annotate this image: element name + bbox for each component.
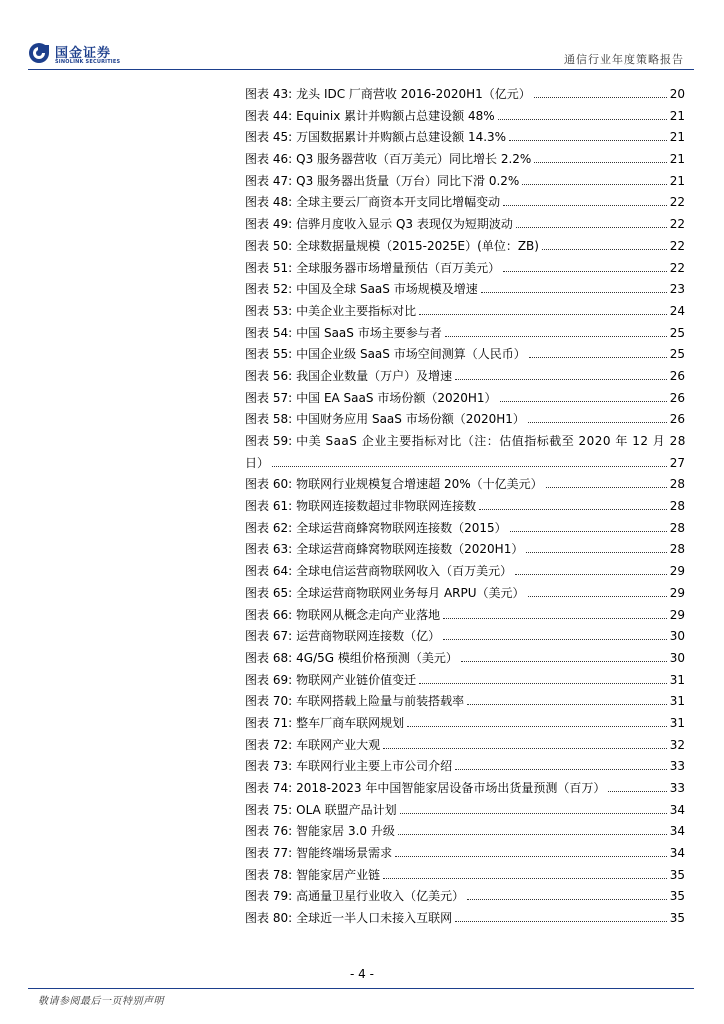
toc-dot-leader (528, 595, 667, 597)
toc-line (245, 280, 685, 302)
logo-text-en: SINOLINK SECURITIES (55, 59, 121, 65)
toc-figure-label: 图表 50: (245, 238, 293, 253)
toc-page-number: 34 (669, 846, 685, 861)
toc-dot-leader (522, 183, 666, 185)
toc-figure-title: 全球近一半人口未接入互联网 (296, 911, 453, 926)
toc-entry[interactable] (245, 606, 685, 628)
toc-entry[interactable] (245, 215, 685, 237)
toc-entry[interactable] (245, 259, 685, 281)
toc-page-number: 35 (669, 889, 685, 904)
toc-entry[interactable] (245, 128, 685, 150)
toc-dot-leader (529, 356, 667, 358)
toc-entry[interactable] (245, 302, 685, 324)
toc-line (245, 324, 685, 346)
toc-entry[interactable] (245, 757, 685, 779)
toc-line (245, 692, 685, 714)
toc-dot-leader (515, 573, 667, 575)
toc-dot-leader (467, 703, 667, 705)
toc-line (245, 107, 685, 129)
toc-figure-title: Equinix 累计并购额占总建设额 48% (296, 108, 495, 123)
toc-line (245, 128, 685, 150)
page-number: - 4 - (350, 967, 374, 981)
toc-page-number: 21 (669, 108, 685, 123)
toc-figure-title: 全球运营商蜂窝物联网连接数（2020H1） (296, 542, 524, 557)
toc-page-number: 26 (669, 390, 685, 405)
toc-figure-title: 4G/5G 模组价格预测（美元） (296, 650, 458, 665)
toc-page-number: 35 (669, 911, 685, 926)
disclaimer-text: 敬请参阅最后一页特别声明 (38, 996, 164, 1007)
toc-entry[interactable] (245, 584, 685, 606)
toc-page-number: 32 (669, 737, 685, 752)
toc-page-number: 29 (669, 585, 685, 600)
toc-entry[interactable] (245, 736, 685, 758)
toc-entry[interactable] (245, 367, 685, 389)
toc-figure-label: 图表 73: (245, 759, 293, 774)
toc-figure-title: 物联网产业链价值变迁 (296, 672, 417, 687)
toc-figure-title: 中国及全球 SaaS 市场规模及增速 (296, 282, 478, 297)
toc-page-number: 22 (669, 238, 685, 253)
toc-page-number: 26 (669, 368, 685, 383)
toc-figure-title: 中美企业主要指标对比 (296, 303, 417, 318)
toc-figure-label: 图表 66: (245, 607, 293, 622)
toc-figure-label: 图表 56: (245, 368, 293, 383)
toc-entry[interactable] (245, 85, 685, 107)
toc-figure-title-continuation: 日） (245, 455, 270, 470)
toc-line (245, 475, 685, 497)
toc-figure-label: 图表 47: (245, 173, 293, 188)
toc-line (245, 497, 685, 519)
toc-entry[interactable] (245, 779, 685, 801)
toc-figure-title: 整车厂商车联网规划 (296, 715, 405, 730)
toc-dot-leader (419, 313, 667, 315)
toc-dot-leader (383, 877, 667, 879)
toc-line (245, 649, 685, 671)
toc-line (245, 779, 685, 801)
toc-dot-leader (479, 508, 667, 510)
toc-page-number: 28 (669, 520, 685, 535)
toc-entry[interactable] (245, 627, 685, 649)
toc-page-number: 34 (669, 802, 685, 817)
toc-figure-title: 物联网连接数超过非物联网连接数 (296, 499, 477, 514)
toc-line (245, 215, 685, 237)
toc-figure-title: Q3 服务器营收（百万美元）同比增长 2.2% (296, 152, 532, 167)
toc-dot-leader (526, 551, 666, 553)
toc-figure-label: 图表 51: (245, 260, 293, 275)
toc-page-number: 28 (669, 477, 685, 492)
toc-figure-label: 图表 46: (245, 152, 293, 167)
toc-figure-label: 图表 49: (245, 217, 293, 232)
toc-page-number: 33 (669, 781, 685, 795)
toc-entry[interactable] (245, 519, 685, 541)
page-header (0, 0, 724, 80)
toc-figure-title: 中国 SaaS 市场主要参与者 (296, 325, 442, 340)
toc-figure-label: 图表 77: (245, 846, 293, 861)
toc-dot-leader (510, 530, 667, 532)
toc-dot-leader (516, 226, 667, 228)
toc-line (245, 584, 685, 606)
toc-figure-title: 中国财务应用 SaaS 市场份额（2020H1） (296, 412, 525, 427)
toc-line (245, 822, 685, 844)
toc-line (245, 714, 685, 736)
toc-entry[interactable] (245, 432, 685, 475)
toc-figure-title: 高通量卫星行业收入（亿美元） (296, 889, 465, 904)
toc-line (245, 432, 685, 454)
toc-page-number: 35 (669, 867, 685, 882)
toc-figure-title: 中美 SaaS 企业主要指标对比（注：估值指标截至 2020 年 12 月 28 (296, 434, 686, 448)
toc-entry[interactable] (245, 844, 685, 866)
toc-figure-label: 图表 59: (245, 434, 293, 448)
toc-figure-label: 图表 65: (245, 585, 293, 600)
toc-line (245, 866, 685, 888)
company-logo (28, 42, 138, 68)
toc-dot-leader (608, 790, 666, 792)
toc-entry[interactable] (245, 801, 685, 823)
toc-dot-leader (395, 855, 667, 857)
toc-page-number: 28 (669, 542, 685, 557)
toc-dot-leader (534, 96, 667, 98)
toc-entry[interactable] (245, 714, 685, 736)
toc-line (245, 237, 685, 259)
toc-line (245, 736, 685, 758)
toc-line (245, 389, 685, 411)
toc-line (245, 367, 685, 389)
toc-figure-title: 中国 EA SaaS 市场份额（2020H1） (296, 390, 497, 405)
toc-entry[interactable] (245, 866, 685, 888)
toc-entry[interactable] (245, 345, 685, 367)
toc-entry[interactable] (245, 193, 685, 215)
toc-page-number: 30 (669, 650, 685, 665)
footer-divider (28, 988, 694, 989)
toc-figure-title: 全球电信运营商物联网收入（百万美元） (296, 564, 513, 579)
toc-dot-leader (503, 204, 667, 206)
toc-dot-leader (542, 248, 667, 250)
toc-entry[interactable] (245, 540, 685, 562)
toc-figure-label: 图表 67: (245, 629, 293, 644)
toc-figure-title: 全球主要云厂商资本开支同比增幅变动 (296, 195, 501, 210)
toc-dot-leader (481, 291, 667, 293)
figure-list (245, 85, 685, 931)
toc-figure-label: 图表 53: (245, 303, 293, 318)
toc-line (245, 519, 685, 541)
toc-figure-label: 图表 74: (245, 781, 293, 795)
toc-figure-label: 图表 68: (245, 650, 293, 665)
toc-figure-title: 信骅月度收入显示 Q3 表现仅为短期波动 (296, 217, 513, 232)
toc-line (245, 85, 685, 107)
toc-dot-leader (528, 421, 667, 423)
toc-figure-title: 车联网行业主要上市公司介绍 (296, 759, 453, 774)
toc-figure-label: 图表 60: (245, 477, 293, 492)
toc-line (245, 671, 685, 693)
toc-figure-title: Q3 服务器出货量（万台）同比下滑 0.2% (296, 173, 520, 188)
toc-dot-leader (500, 400, 667, 402)
toc-page-number: 22 (669, 195, 685, 210)
toc-page-number: 29 (669, 607, 685, 622)
toc-line (245, 844, 685, 866)
toc-figure-title: 运营商物联网连接数（亿） (296, 629, 441, 644)
toc-figure-label: 图表 55: (245, 347, 293, 362)
header-divider (28, 69, 694, 70)
toc-page-number: 34 (669, 824, 685, 839)
toc-dot-leader (546, 486, 667, 488)
toc-figure-label: 图表 80: (245, 911, 293, 926)
toc-figure-title: 全球运营商蜂窝物联网连接数（2015） (296, 520, 507, 535)
sinolink-logo-icon (28, 42, 50, 64)
toc-figure-label: 图表 78: (245, 867, 293, 882)
toc-line (245, 801, 685, 823)
toc-dot-leader (498, 118, 667, 120)
toc-figure-label: 图表 64: (245, 564, 293, 579)
toc-dot-leader (503, 270, 667, 272)
toc-figure-title: 车联网搭载上险量与前装搭载率 (296, 694, 465, 709)
toc-dot-leader (461, 660, 667, 662)
toc-dot-leader (455, 768, 667, 770)
toc-page-number: 20 (669, 87, 685, 101)
toc-entry[interactable] (245, 562, 685, 584)
toc-entry[interactable] (245, 280, 685, 302)
toc-line (245, 345, 685, 367)
toc-figure-title: 中国企业级 SaaS 市场空间测算（人民币） (296, 347, 526, 362)
toc-figure-title: 龙头 IDC 厂商营收 2016-2020H1（亿元） (296, 87, 531, 101)
toc-entry[interactable] (245, 887, 685, 909)
toc-dot-leader (398, 833, 667, 835)
toc-page-number: 31 (669, 672, 685, 687)
toc-entry[interactable] (245, 822, 685, 844)
toc-entry[interactable] (245, 909, 685, 931)
toc-line (245, 562, 685, 584)
toc-figure-title: 智能家居 3.0 升级 (296, 824, 395, 839)
toc-dot-leader (272, 465, 667, 467)
report-title: 通信行业年度策略报告 (564, 53, 684, 66)
toc-dot-leader (443, 638, 667, 640)
toc-page-number: 31 (669, 715, 685, 730)
toc-entry[interactable] (245, 475, 685, 497)
toc-entry[interactable] (245, 237, 685, 259)
toc-figure-title: 车联网产业大观 (296, 737, 381, 752)
toc-dot-leader (407, 725, 667, 727)
toc-dot-leader (467, 898, 667, 900)
toc-page-number: 29 (669, 564, 685, 579)
toc-dot-leader (419, 682, 667, 684)
toc-figure-label: 图表 76: (245, 824, 293, 839)
toc-page-number: 25 (669, 347, 685, 362)
toc-figure-label: 图表 75: (245, 802, 293, 817)
toc-figure-label: 图表 43: (245, 87, 293, 101)
toc-line (245, 887, 685, 909)
toc-page-number: 21 (669, 173, 685, 188)
toc-figure-title: 我国企业数量（万户）及增速 (296, 368, 453, 383)
toc-figure-title: 物联网从概念走向产业落地 (296, 607, 441, 622)
toc-figure-label: 图表 52: (245, 282, 293, 297)
toc-entry[interactable] (245, 389, 685, 411)
toc-figure-label: 图表 54: (245, 325, 293, 340)
toc-page-number: 26 (669, 412, 685, 427)
toc-page-number: 24 (669, 303, 685, 318)
toc-line (245, 410, 685, 432)
toc-figure-label: 图表 70: (245, 694, 293, 709)
toc-entry[interactable] (245, 692, 685, 714)
toc-dot-leader (445, 335, 667, 337)
toc-line (245, 606, 685, 628)
toc-page-number: 21 (669, 130, 685, 145)
toc-line-continuation (245, 454, 685, 476)
toc-figure-title: 物联网行业规模复合增速超 20%（十亿美元） (296, 477, 543, 492)
toc-page-number: 22 (669, 217, 685, 232)
toc-dot-leader (443, 617, 667, 619)
toc-entry[interactable] (245, 410, 685, 432)
toc-entry[interactable] (245, 172, 685, 194)
toc-page-number: 33 (669, 759, 685, 774)
toc-figure-title: 全球运营商物联网业务每月 ARPU（美元） (296, 585, 525, 600)
toc-page-number: 23 (669, 282, 685, 297)
toc-page-number: 31 (669, 694, 685, 709)
toc-line (245, 627, 685, 649)
toc-dot-leader (383, 747, 667, 749)
toc-entry[interactable] (245, 107, 685, 129)
toc-figure-label: 图表 57: (245, 390, 293, 405)
toc-figure-label: 图表 45: (245, 130, 293, 145)
toc-line (245, 909, 685, 931)
toc-figure-label: 图表 63: (245, 542, 293, 557)
toc-figure-title: OLA 联盟产品计划 (296, 802, 397, 817)
toc-figure-title: 智能家居产业链 (296, 867, 381, 882)
toc-figure-label: 图表 71: (245, 715, 293, 730)
toc-page-number: 22 (669, 260, 685, 275)
toc-figure-label: 图表 58: (245, 412, 293, 427)
toc-dot-leader (455, 920, 667, 922)
toc-entry[interactable] (245, 150, 685, 172)
toc-figure-label: 图表 44: (245, 108, 293, 123)
toc-page-number: 25 (669, 325, 685, 340)
toc-figure-title: 2018-2023 年中国智能家居设备市场出货量预测（百万） (296, 781, 606, 795)
toc-entry[interactable] (245, 324, 685, 346)
toc-entry[interactable] (245, 671, 685, 693)
toc-line (245, 302, 685, 324)
toc-figure-label: 图表 48: (245, 195, 293, 210)
toc-page-number: 28 (669, 499, 685, 514)
toc-line (245, 259, 685, 281)
toc-entry[interactable] (245, 497, 685, 519)
toc-line (245, 757, 685, 779)
toc-dot-leader (455, 378, 667, 380)
toc-figure-label: 图表 72: (245, 737, 293, 752)
toc-page-number: 27 (669, 455, 685, 470)
toc-line (245, 193, 685, 215)
toc-figure-title: 全球数据量规模（2015-2025E）(单位：ZB) (296, 238, 539, 253)
toc-figure-title: 全球服务器市场增量预估（百万美元） (296, 260, 501, 275)
toc-figure-label: 图表 79: (245, 889, 293, 904)
toc-figure-title: 智能终端场景需求 (296, 846, 393, 861)
toc-dot-leader (509, 139, 667, 141)
toc-line (245, 172, 685, 194)
toc-figure-label: 图表 62: (245, 520, 293, 535)
toc-entry[interactable] (245, 649, 685, 671)
toc-page-number: 21 (669, 152, 685, 167)
toc-page-number: 30 (669, 629, 685, 644)
toc-figure-label: 图表 69: (245, 672, 293, 687)
toc-line (245, 540, 685, 562)
toc-line (245, 150, 685, 172)
toc-figure-title: 万国数据累计并购额占总建设额 14.3% (296, 130, 507, 145)
logo-text-cn: 国金证券 (55, 46, 112, 61)
toc-figure-label: 图表 61: (245, 499, 293, 514)
toc-dot-leader (400, 812, 667, 814)
toc-dot-leader (534, 161, 666, 163)
